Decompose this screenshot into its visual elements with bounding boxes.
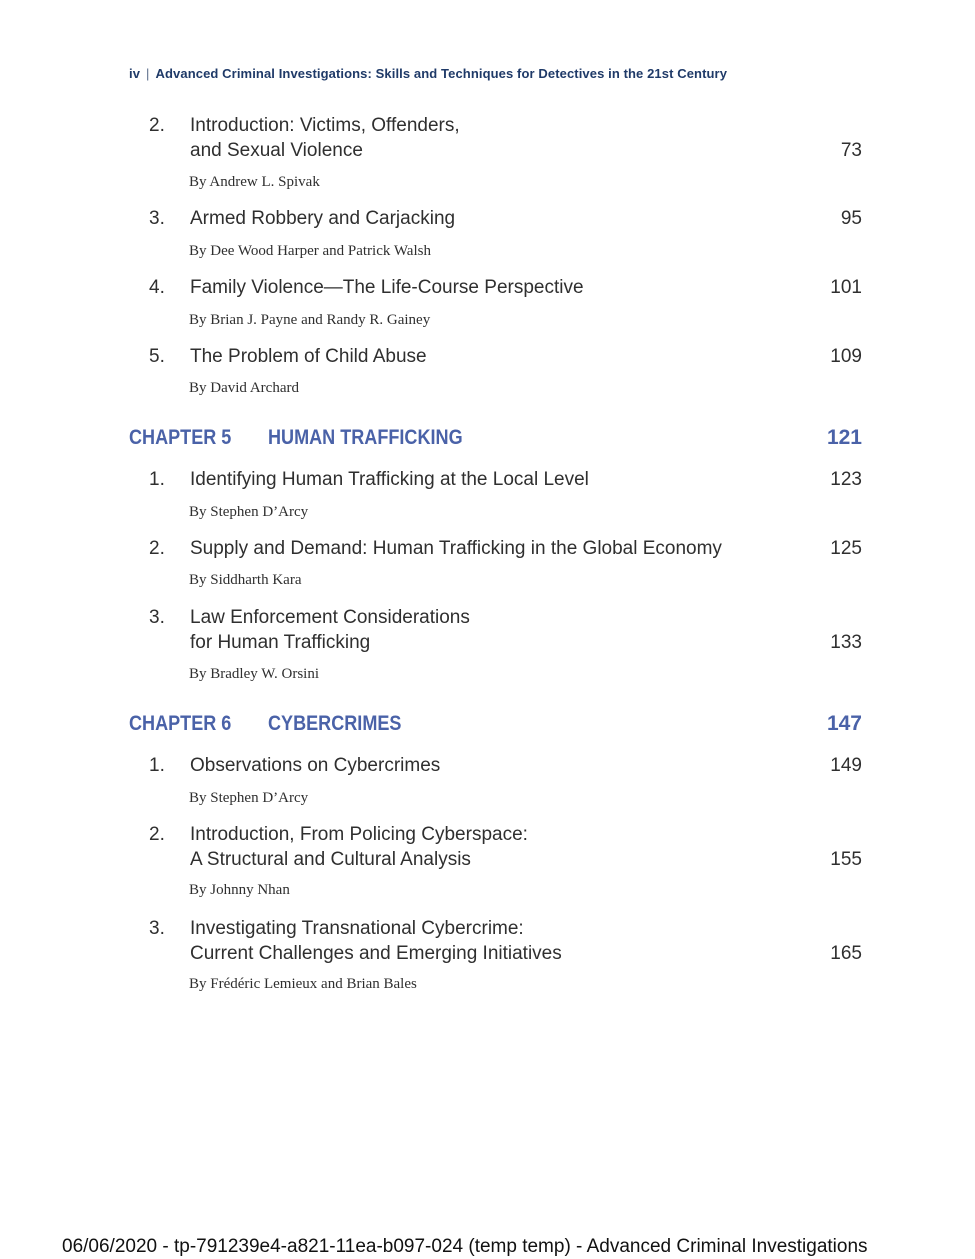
toc-entry[interactable] xyxy=(129,916,862,996)
entry-number: 2. xyxy=(149,538,165,559)
header-book-title: Advanced Criminal Investigations: Skills and Techniques for Detectives in the 21st Century xyxy=(155,66,728,81)
entry-title-line1: Identifying Human Trafficking at the Local Level xyxy=(190,469,589,490)
chapter-label: CHAPTER 5 xyxy=(129,426,232,449)
entry-author: By Stephen D’Arcy xyxy=(189,504,309,520)
entry-page: 73 xyxy=(840,140,862,161)
toc-entry[interactable] xyxy=(129,344,862,400)
entry-author: By David Archard xyxy=(189,380,299,396)
entry-title-line1: Law Enforcement Considerations xyxy=(190,607,470,628)
entry-number: 5. xyxy=(149,346,165,367)
entry-number: 3. xyxy=(149,918,165,939)
entry-title-line1: Supply and Demand: Human Trafficking in the Global Economy xyxy=(190,538,722,559)
chapter-title: CYBERCRIMES xyxy=(268,712,402,735)
entry-page: 101 xyxy=(830,277,862,298)
entry-author: By Frédéric Lemieux and Brian Bales xyxy=(189,976,417,992)
entry-author: By Siddharth Kara xyxy=(189,572,302,588)
entry-author: By Dee Wood Harper and Patrick Walsh xyxy=(189,243,431,259)
entry-title-line1: Introduction: Victims, Offenders, xyxy=(190,115,460,136)
entry-number: 4. xyxy=(149,277,165,298)
entry-page: 165 xyxy=(830,943,862,964)
entry-number: 1. xyxy=(149,469,165,490)
toc-entry[interactable] xyxy=(129,206,862,262)
chapter-page: 147 xyxy=(826,712,862,735)
entry-title-line2: and Sexual Violence xyxy=(190,140,363,161)
chapter-label: CHAPTER 6 xyxy=(129,712,232,735)
entry-author: By Andrew L. Spivak xyxy=(189,174,320,190)
entry-author: By Bradley W. Orsini xyxy=(189,666,319,682)
entry-number: 1. xyxy=(149,755,165,776)
chapter-heading-6[interactable] xyxy=(129,712,862,740)
toc-entry[interactable] xyxy=(129,753,862,809)
entry-author: By Johnny Nhan xyxy=(189,882,290,898)
entry-author: By Brian J. Payne and Randy R. Gainey xyxy=(189,312,431,328)
entry-title-line1: The Problem of Child Abuse xyxy=(190,346,427,367)
header-page-number: iv xyxy=(129,66,141,81)
entry-number: 3. xyxy=(149,607,165,628)
toc-entry[interactable] xyxy=(129,275,862,331)
toc-entry[interactable] xyxy=(129,113,862,193)
toc-entry[interactable] xyxy=(129,822,862,902)
entry-title-line1: Introduction, From Policing Cyberspace: xyxy=(190,824,528,845)
entry-title-line2: Current Challenges and Emerging Initiatives xyxy=(190,943,562,964)
entry-title-line1: Investigating Transnational Cybercrime: xyxy=(190,918,524,939)
entry-title-line1: Observations on Cybercrimes xyxy=(190,755,441,776)
entry-number: 3. xyxy=(149,208,165,229)
entry-title-line1: Family Violence—The Life-Course Perspective xyxy=(190,277,584,298)
entry-title-line2: for Human Trafficking xyxy=(190,632,371,653)
footer-stamp: 06/06/2020 - tp-791239e4-a821-11ea-b097-024 (temp temp) - Advanced Criminal Investigations xyxy=(62,1236,868,1257)
entry-page: 125 xyxy=(830,538,862,559)
running-head xyxy=(129,66,727,81)
entry-number: 2. xyxy=(149,824,165,845)
entry-page: 149 xyxy=(830,755,862,776)
entry-author: By Stephen D’Arcy xyxy=(189,790,309,806)
chapter-page: 121 xyxy=(826,426,862,449)
header-separator: | xyxy=(146,66,150,81)
chapter-title: HUMAN TRAFFICKING xyxy=(268,426,463,449)
entry-title-line2: A Structural and Cultural Analysis xyxy=(190,849,471,870)
toc-entry[interactable] xyxy=(129,536,862,592)
entry-page: 109 xyxy=(830,346,862,367)
toc-entry[interactable] xyxy=(129,467,862,523)
entry-page: 95 xyxy=(840,208,862,229)
toc-entry[interactable] xyxy=(129,605,862,685)
entry-page: 155 xyxy=(830,849,862,870)
entry-page: 123 xyxy=(830,469,862,490)
entry-page: 133 xyxy=(830,632,862,653)
entry-title-line1: Armed Robbery and Carjacking xyxy=(190,208,456,229)
chapter-heading-5[interactable] xyxy=(129,426,862,454)
entry-number: 2. xyxy=(149,115,165,136)
